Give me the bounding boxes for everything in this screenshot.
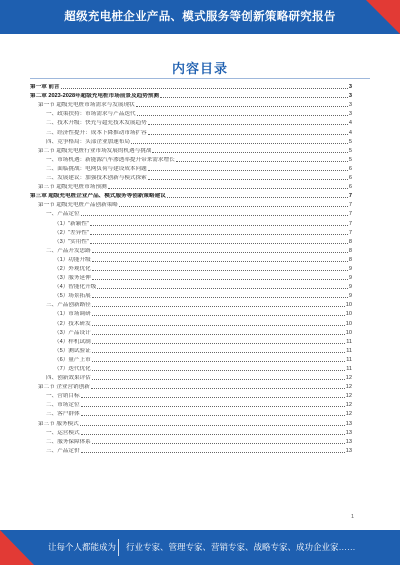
toc-leader-dots bbox=[148, 179, 348, 180]
report-title: 超级充电桩企业产品、模式服务等创新策略研究报告 bbox=[64, 11, 336, 23]
toc-leader-dots bbox=[80, 425, 345, 426]
toc-entry-page: 3 bbox=[348, 93, 352, 100]
toc-entry-page: 4 bbox=[348, 120, 352, 127]
toc-entry[interactable] bbox=[30, 273, 352, 282]
toc-entry[interactable] bbox=[30, 127, 352, 136]
toc-entry-page: 12 bbox=[345, 411, 352, 418]
toc-entry-page: 13 bbox=[345, 447, 352, 454]
footer-corner-accent bbox=[0, 530, 34, 565]
toc-leader-dots bbox=[81, 415, 345, 416]
toc-entry[interactable] bbox=[30, 82, 352, 91]
toc-leader-dots bbox=[176, 161, 348, 162]
toc-entry-page: 3 bbox=[348, 111, 352, 118]
toc-entry-page: 12 bbox=[345, 375, 352, 382]
toc-leader-dots bbox=[92, 297, 348, 298]
toc-leader-dots bbox=[92, 361, 346, 362]
toc-leader-dots bbox=[92, 315, 345, 316]
toc-leader-dots bbox=[81, 397, 345, 398]
toc-entry-page: 13 bbox=[345, 429, 352, 436]
toc-entry-text: 四、创新效果评估 bbox=[46, 375, 91, 382]
toc-entry-text: 第三节 服务模式 bbox=[38, 420, 79, 427]
toc-entry-page: 11 bbox=[346, 366, 352, 372]
toc-leader-dots bbox=[90, 234, 348, 235]
toc-entry[interactable] bbox=[30, 446, 352, 455]
toc-entry-page: 13 bbox=[345, 420, 352, 427]
toc-entry-text: （5）测试验证 bbox=[54, 347, 91, 354]
toc-entry[interactable] bbox=[30, 364, 352, 373]
toc-entry-text: 第一节 超级充电桩产品创新策略 bbox=[38, 202, 118, 209]
toc-entry-text: 三、发展建议：加强技术创新与模式探索 bbox=[46, 175, 147, 182]
toc-entry[interactable] bbox=[30, 91, 352, 100]
toc-entry-text: 二、市场定位 bbox=[46, 402, 80, 409]
toc-leader-dots bbox=[160, 97, 348, 98]
page-number: 1 bbox=[350, 514, 354, 520]
toc-entry-page: 5 bbox=[348, 147, 352, 154]
toc-entry-page: 6 bbox=[348, 184, 352, 191]
toc-entry[interactable] bbox=[30, 118, 352, 127]
toc-leader-dots bbox=[92, 443, 345, 444]
toc-leader-dots bbox=[108, 188, 348, 189]
toc-entry[interactable] bbox=[30, 337, 352, 346]
toc-entry-text: （7）迭代优化 bbox=[54, 366, 91, 372]
toc-entry-text: （6）量产上市 bbox=[54, 356, 91, 363]
toc-entry-text: 四、竞争格局：头部企业加速布局 bbox=[46, 138, 130, 145]
toc-entry[interactable] bbox=[30, 328, 352, 337]
report-header bbox=[0, 0, 400, 34]
toc-entry[interactable] bbox=[30, 173, 352, 182]
table-of-contents bbox=[30, 82, 352, 455]
toc-entry-text: 第一节 超级充电桩市场需求与发展现状 bbox=[38, 102, 135, 109]
toc-entry-text: （1）市场调研 bbox=[54, 311, 91, 318]
toc-entry-page: 7 bbox=[348, 202, 352, 209]
toc-entry-page: 7 bbox=[348, 193, 352, 200]
toc-entry-text: 一、营销目标 bbox=[46, 393, 80, 400]
toc-entry-text: （4）智能化升级 bbox=[54, 284, 97, 291]
toc-entry[interactable] bbox=[30, 291, 352, 300]
toc-entry-text: 三、产品创新路径 bbox=[46, 302, 91, 309]
toc-leader-dots bbox=[81, 434, 345, 435]
toc-leader-dots bbox=[61, 88, 348, 89]
toc-entry-text: （5）场景拓展 bbox=[54, 293, 91, 300]
toc-entry[interactable] bbox=[30, 182, 352, 191]
toc-entry[interactable] bbox=[30, 437, 352, 446]
toc-entry-text: 第三章 超级充电桩企业产品、模式服务等创新策略建议 bbox=[30, 193, 166, 200]
toc-leader-dots bbox=[119, 206, 348, 207]
report-footer bbox=[0, 530, 400, 565]
toc-leader-dots bbox=[92, 325, 345, 326]
toc-entry[interactable] bbox=[30, 309, 352, 318]
toc-entry-text: 第二节 超级充电桩行业市场发展的机遇与挑战 bbox=[38, 147, 152, 154]
toc-entry[interactable] bbox=[30, 155, 352, 164]
toc-leader-dots bbox=[92, 279, 348, 280]
toc-leader-dots bbox=[92, 370, 346, 371]
toc-leader-dots bbox=[90, 225, 348, 226]
toc-leader-dots bbox=[91, 388, 345, 389]
footer-slogan-left: 让每个人都能成为 bbox=[48, 542, 117, 552]
toc-entry[interactable] bbox=[30, 255, 352, 264]
toc-entry-page: 3 bbox=[348, 102, 352, 109]
toc-entry-text: 三、客户群体 bbox=[46, 411, 80, 418]
toc-entry[interactable] bbox=[30, 373, 352, 382]
toc-entry-text: （3）服务延伸 bbox=[54, 275, 91, 282]
toc-entry-page: 10 bbox=[345, 302, 352, 309]
toc-entry-page: 13 bbox=[345, 438, 352, 445]
toc-entry-page: 9 bbox=[348, 275, 352, 282]
toc-entry-page: 6 bbox=[348, 165, 352, 172]
toc-leader-dots bbox=[92, 343, 346, 344]
toc-entry[interactable] bbox=[30, 237, 352, 246]
toc-entry-text: （1）功能升级 bbox=[54, 256, 91, 263]
toc-leader-dots bbox=[92, 306, 345, 307]
toc-entry[interactable] bbox=[30, 246, 352, 255]
toc-leader-dots bbox=[152, 152, 347, 153]
toc-entry-page: 11 bbox=[346, 338, 352, 345]
toc-entry[interactable] bbox=[30, 264, 352, 273]
toc-entry[interactable] bbox=[30, 218, 352, 227]
toc-entry-page: 9 bbox=[348, 284, 352, 291]
toc-entry-page: 7 bbox=[348, 229, 352, 236]
toc-entry-text: 二、技术升级：快充与超充技术发展趋势 bbox=[46, 120, 147, 127]
toc-entry[interactable] bbox=[30, 409, 352, 418]
toc-entry-page: 10 bbox=[345, 329, 352, 336]
toc-entry-page: 12 bbox=[345, 393, 352, 400]
toc-leader-dots bbox=[148, 124, 348, 125]
toc-entry-page: 10 bbox=[345, 311, 352, 318]
toc-entry[interactable] bbox=[30, 355, 352, 364]
toc-entry-text: （3）“实用性” bbox=[54, 238, 89, 245]
toc-entry[interactable] bbox=[30, 209, 352, 218]
toc-leader-dots bbox=[148, 170, 348, 171]
toc-entry-page: 7 bbox=[348, 211, 352, 218]
toc-entry-text: 二、产品开发思路 bbox=[46, 247, 91, 254]
toc-entry-page: 8 bbox=[348, 247, 352, 254]
toc-leader-dots bbox=[81, 215, 348, 216]
toc-divider bbox=[30, 78, 370, 79]
toc-leader-dots bbox=[92, 261, 348, 262]
toc-leader-dots bbox=[167, 197, 348, 198]
toc-entry[interactable] bbox=[30, 382, 352, 391]
toc-entry[interactable] bbox=[30, 346, 352, 355]
toc-leader-dots bbox=[92, 352, 346, 353]
toc-entry-text: （1）“新颖性” bbox=[54, 220, 89, 227]
toc-entry[interactable] bbox=[30, 146, 352, 155]
toc-entry-text: 三、经济性提升：成本下降推动市场扩容 bbox=[46, 129, 147, 136]
toc-leader-dots bbox=[131, 143, 348, 144]
toc-entry[interactable] bbox=[30, 300, 352, 309]
toc-entry-page: 8 bbox=[348, 238, 352, 245]
toc-entry[interactable] bbox=[30, 228, 352, 237]
toc-entry-text: （2）技术研发 bbox=[54, 320, 91, 327]
toc-entry-text: （2）“差异性” bbox=[54, 229, 89, 236]
toc-entry-page: 7 bbox=[348, 220, 352, 227]
toc-leader-dots bbox=[136, 106, 348, 107]
toc-leader-dots bbox=[92, 334, 345, 335]
toc-leader-dots bbox=[97, 288, 348, 289]
toc-entry-page: 11 bbox=[346, 356, 352, 363]
toc-entry[interactable] bbox=[30, 191, 352, 200]
toc-leader-dots bbox=[137, 115, 348, 116]
toc-entry[interactable] bbox=[30, 200, 352, 209]
toc-entry-page: 5 bbox=[348, 156, 352, 163]
header-corner-accent bbox=[366, 0, 400, 34]
toc-leader-dots bbox=[81, 406, 345, 407]
toc-entry-page: 10 bbox=[345, 320, 352, 327]
toc-entry[interactable] bbox=[30, 428, 352, 437]
toc-leader-dots bbox=[92, 252, 348, 253]
toc-entry-text: 二、面临挑战：电网负荷与建设成本问题 bbox=[46, 165, 147, 172]
toc-entry[interactable] bbox=[30, 100, 352, 109]
toc-entry-page: 11 bbox=[346, 347, 352, 354]
toc-entry-page: 12 bbox=[345, 402, 352, 409]
toc-entry-page: 8 bbox=[348, 256, 352, 263]
toc-entry[interactable] bbox=[30, 318, 352, 327]
toc-entry-page: 4 bbox=[348, 129, 352, 136]
toc-leader-dots bbox=[92, 270, 348, 271]
toc-entry-page: 3 bbox=[348, 84, 352, 91]
toc-entry-text: 一、政策扶持：市场需求与产品迭代 bbox=[46, 111, 136, 118]
toc-entry-page: 9 bbox=[348, 293, 352, 300]
toc-entry-text: 一、产品定位 bbox=[46, 211, 80, 218]
toc-entry-text: 第二节 企业营销创新 bbox=[38, 384, 90, 391]
toc-entry[interactable] bbox=[30, 400, 352, 409]
toc-leader-dots bbox=[92, 379, 345, 380]
toc-entry-text: 二、服务保障体系 bbox=[46, 438, 91, 445]
toc-entry[interactable] bbox=[30, 137, 352, 146]
toc-leader-dots bbox=[148, 134, 348, 135]
toc-entry-text: 第一章 前言 bbox=[30, 84, 60, 91]
toc-entry-text: 一、运营模式 bbox=[46, 429, 80, 436]
toc-entry-text: 第三节 超级充电桩市场预测 bbox=[38, 184, 107, 191]
toc-leader-dots bbox=[81, 452, 345, 453]
toc-entry[interactable] bbox=[30, 391, 352, 400]
toc-entry-page: 12 bbox=[345, 384, 352, 391]
toc-entry-text: 三、产品定价 bbox=[46, 447, 80, 454]
toc-entry-page: 9 bbox=[348, 265, 352, 272]
toc-entry-text: （2）外观优化 bbox=[54, 265, 91, 272]
toc-entry[interactable] bbox=[30, 164, 352, 173]
toc-entry[interactable] bbox=[30, 282, 352, 291]
toc-entry-page: 6 bbox=[348, 175, 352, 182]
toc-entry-text: 一、市场机遇：新能源汽车渗透率提升带来需求增长 bbox=[46, 156, 175, 163]
toc-entry[interactable] bbox=[30, 418, 352, 427]
toc-heading: 内容目录 bbox=[171, 61, 228, 76]
footer-slogan-right: 行业专家、管理专家、营销专家、战略专家、成功企业家…… bbox=[126, 542, 356, 552]
toc-entry-page: 5 bbox=[348, 138, 352, 145]
toc-entry[interactable] bbox=[30, 109, 352, 118]
toc-entry-text: （3）产品设计 bbox=[54, 329, 91, 336]
toc-entry-text: 第二章 2023-2028年超级充电桩市场前景及趋势预测 bbox=[30, 93, 159, 100]
toc-entry-text: （4）样机试制 bbox=[54, 338, 91, 345]
toc-leader-dots bbox=[90, 243, 348, 244]
footer-divider bbox=[118, 539, 119, 556]
